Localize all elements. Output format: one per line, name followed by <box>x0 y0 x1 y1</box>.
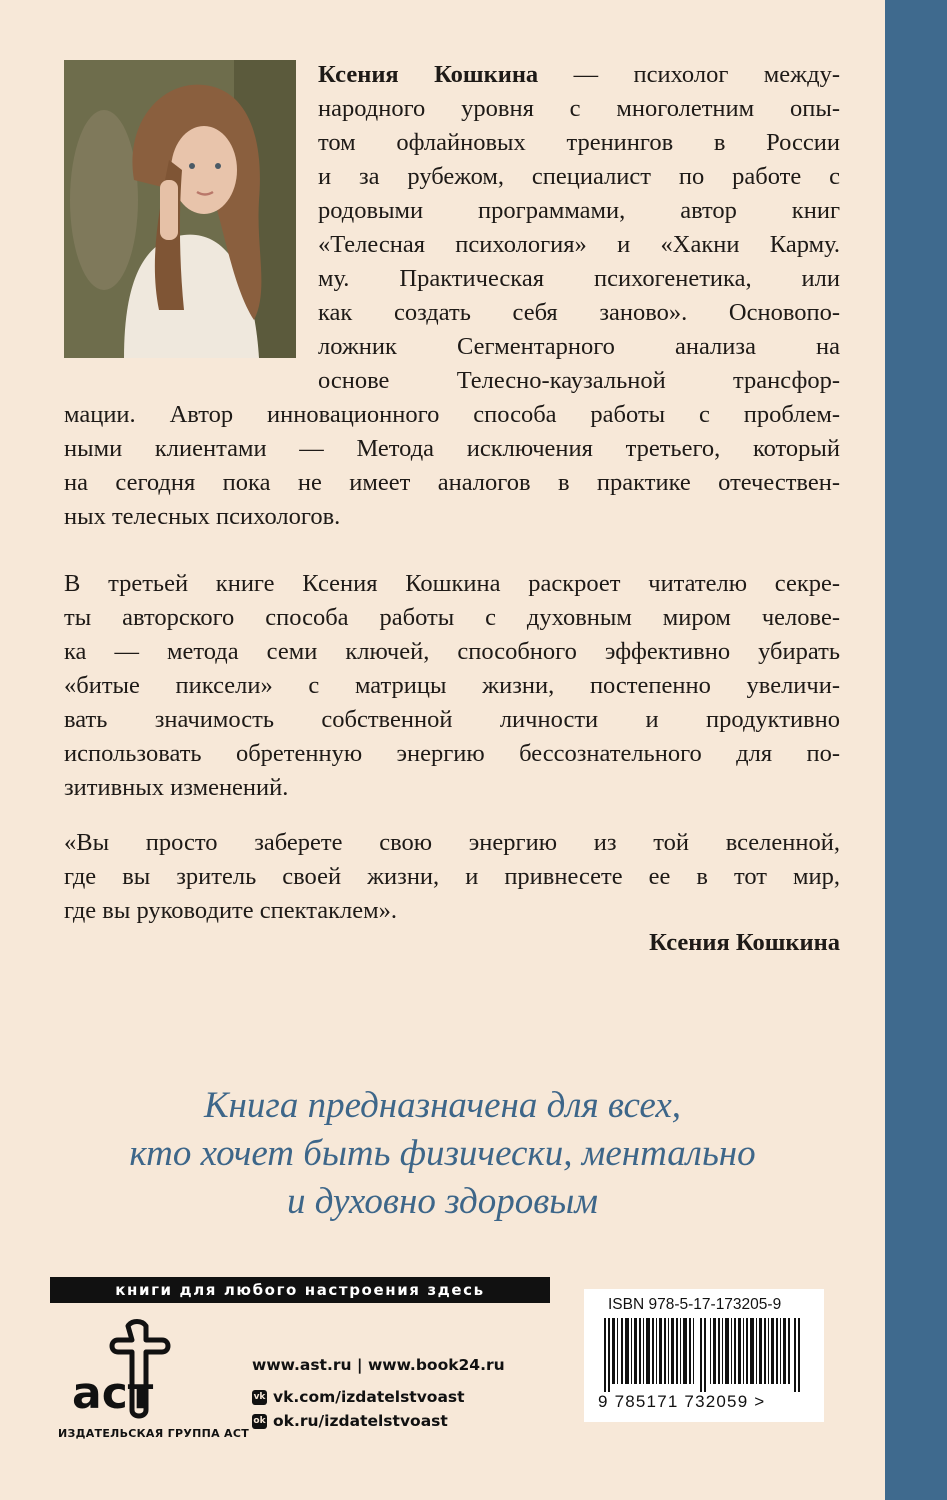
bio-line: основе Телесно-каузальной трансфор- <box>318 367 840 394</box>
bio-line: на сегодня пока не имеет аналогов в практике отечествен- <box>64 469 840 496</box>
quote-line: где вы руководите спектаклем». <box>64 897 397 924</box>
ok-link[interactable] <box>252 1412 448 1430</box>
quote-signature: Ксения Кошкина <box>649 929 840 956</box>
quote-line: «Вы просто заберете свою энергию из той вселенной, <box>64 829 840 856</box>
barcode-digits: 9 785171 732059 > <box>598 1392 766 1411</box>
description-line: ка — метода семи ключей, способного эффективно убирать <box>64 638 840 665</box>
bio-line: и за рубежом, специалист по работе с <box>318 163 840 190</box>
description-line: использовать обретенную энергию бессознательного для по- <box>64 740 840 767</box>
bio-first-line <box>318 58 840 92</box>
bio-line: том офлайновых тренингов в России <box>318 129 840 156</box>
promo-banner: книги для любого настроения здесь <box>50 1277 550 1303</box>
barcode <box>604 1318 804 1392</box>
description-line: зитивных изменений. <box>64 774 289 801</box>
isbn-label: ISBN 978-5-17-173205-9 <box>608 1296 782 1313</box>
bio-line: народного уровня с многолетним опы- <box>318 95 840 122</box>
author-photo <box>64 60 296 358</box>
ast-logo <box>70 1318 190 1428</box>
quote-paragraph <box>64 826 840 928</box>
ok-link-label: ok.ru/izdatelstvoast <box>273 1412 448 1430</box>
bio-line: му. Практическая психогенетика, или <box>318 265 840 292</box>
bio-line: родовыми программами, автор книг <box>318 197 840 224</box>
bio-line: «Телесная психология» и «Хакни Карму. <box>318 231 840 258</box>
vk-icon: vk <box>252 1390 267 1405</box>
description-paragraph <box>64 567 840 805</box>
spine-stripe <box>885 0 947 1500</box>
bio-line: мации. Автор инновационного способа работы с проблем- <box>64 401 840 428</box>
author-name-bold: Ксения Кошкина <box>318 61 539 88</box>
ok-icon: ok <box>252 1414 267 1429</box>
bio-intro-tail: — психолог между- <box>538 61 840 88</box>
tagline <box>0 1082 885 1226</box>
bio-line: ложник Сегментарного анализа на <box>318 333 840 360</box>
bio-paragraph-top <box>318 58 840 398</box>
tagline-line: и духовно здоровым <box>287 1181 598 1222</box>
vk-link[interactable] <box>252 1388 465 1406</box>
description-line: ты авторского способа работы с духовным миром челове- <box>64 604 840 631</box>
description-line: В третьей книге Ксения Кошкина раскроет читателю секре- <box>64 570 840 597</box>
vk-link-label: vk.com/izdatelstvoast <box>273 1388 465 1406</box>
bio-line: ных телесных психологов. <box>64 503 341 530</box>
bio-line: ными клиентами — Метода исключения третьего, который <box>64 435 840 462</box>
bio-line: как создать себя заново». Основопо- <box>318 299 840 326</box>
description-line: вать значимость собственной личности и продуктивно <box>64 706 840 733</box>
bio-paragraph-bottom <box>64 398 840 534</box>
quote-line: где вы зритель своей жизни, и привнесете ее в тот мир, <box>64 863 840 890</box>
description-line: «битые пиксели» с матрицы жизни, постепенно увеличи- <box>64 672 840 699</box>
tagline-line: кто хочет быть физически, ментально <box>129 1133 756 1174</box>
website-links[interactable]: www.ast.ru | www.book24.ru <box>252 1356 505 1374</box>
publisher-name: ИЗДАТЕЛЬСКАЯ ГРУППА АСТ <box>58 1427 250 1440</box>
logo-text: аст <box>72 1368 154 1419</box>
tagline-line: Книга предназначена для всех, <box>203 1085 682 1126</box>
